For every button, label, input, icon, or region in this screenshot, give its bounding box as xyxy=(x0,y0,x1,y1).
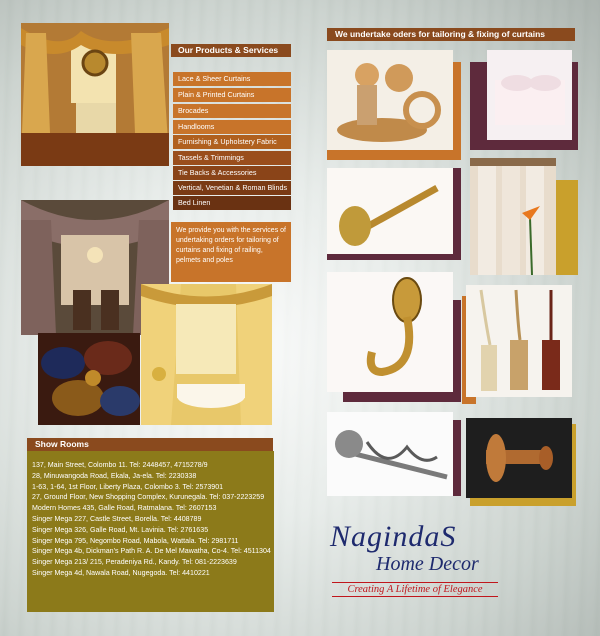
show-room-line: Singer Mega 213/ 215, Peradeniya Rd., Kandy. Tel: 081-2223639 xyxy=(32,558,237,567)
show-room-line: Singer Mega 4d, Nawala Road, Nugegoda. Tel: 4410221 xyxy=(32,568,210,577)
product-item: Vertical, Venetian & Roman Blinds xyxy=(173,181,291,195)
show-room-line: Singer Mega 4b, Dickman's Path R. A. De Mel Mawatha, Co-4. Tel: 4511304 xyxy=(32,547,271,556)
tailoring-banner: We undertake oders for tailoring & fixing of curtains xyxy=(327,28,575,41)
product-item: Bed Linen xyxy=(173,196,291,210)
show-room-line: Singer Mega 326, Galle Road, Mt. Lavinia. Tel: 2761635 xyxy=(32,525,209,534)
product-item: Lace & Sheer Curtains xyxy=(173,72,291,86)
product-item: Handlooms xyxy=(173,120,291,134)
product-item: Furnishing & Upholstery Fabric xyxy=(173,135,291,149)
product-item: Tassels & Trimmings xyxy=(173,151,291,165)
product-item: Tie Backs & Accessories xyxy=(173,166,291,180)
wooden-holdback-photo xyxy=(466,418,572,498)
show-room-line: 27, Ground Floor, New Shopping Complex, Kurunegala. Tel: 037-2223259 xyxy=(32,493,265,502)
bathroom-sheer-photo xyxy=(141,284,272,425)
services-text: We provide you with the services of undertaking orders for tailoring of curtains and fixing of railing, pelmets and poles xyxy=(176,227,286,264)
show-room-line: Singer Mega 795, Negombo Road, Mabola, Wattala. Tel: 2981711 xyxy=(32,536,239,545)
brand-name: NagindaS xyxy=(330,520,457,553)
product-item: Plain & Printed Curtains xyxy=(173,88,291,102)
show-room-line: 1-63, 1-64, 1st Floor, Liberty Plaza, Colombo 3. Tel: 2573901 xyxy=(32,482,224,491)
show-rooms-list xyxy=(32,460,272,579)
golden-curtain-room-photo xyxy=(21,23,169,166)
brand-subtitle: Home Decor xyxy=(376,553,479,575)
beige-curtain-bird-of-paradise-photo xyxy=(470,158,556,275)
product-item: Brocades xyxy=(173,104,291,118)
show-room-line: Singer Mega 227, Castle Street, Borella. Tel: 4408789 xyxy=(32,514,202,523)
products-services-header: Our Products & Services xyxy=(171,44,291,57)
show-room-line: 28, Minuwangoda Road, Ekala, Ja-ela. Tel: 2230338 xyxy=(32,471,197,480)
brass-tieback-hook-photo xyxy=(327,272,453,392)
brand-tagline: Creating A Lifetime of Elegance xyxy=(332,582,498,597)
show-rooms-header: Show Rooms xyxy=(27,438,273,451)
curtain-rod-finial-photo xyxy=(327,168,453,254)
show-room-line: Modern Homes 435, Galle Road, Ratmalana. Tel: 2607153 xyxy=(32,504,217,513)
iron-spiral-rod-photo xyxy=(327,412,453,496)
show-room-line: 137, Main Street, Colombo 11. Tel: 2448457, 4715278/9 xyxy=(32,461,208,469)
tassels-photo xyxy=(466,285,572,397)
wooden-rings-photo xyxy=(327,50,453,150)
cushions-photo xyxy=(38,333,140,425)
brand-logo xyxy=(320,520,510,610)
bed-linen-photo xyxy=(487,50,572,140)
